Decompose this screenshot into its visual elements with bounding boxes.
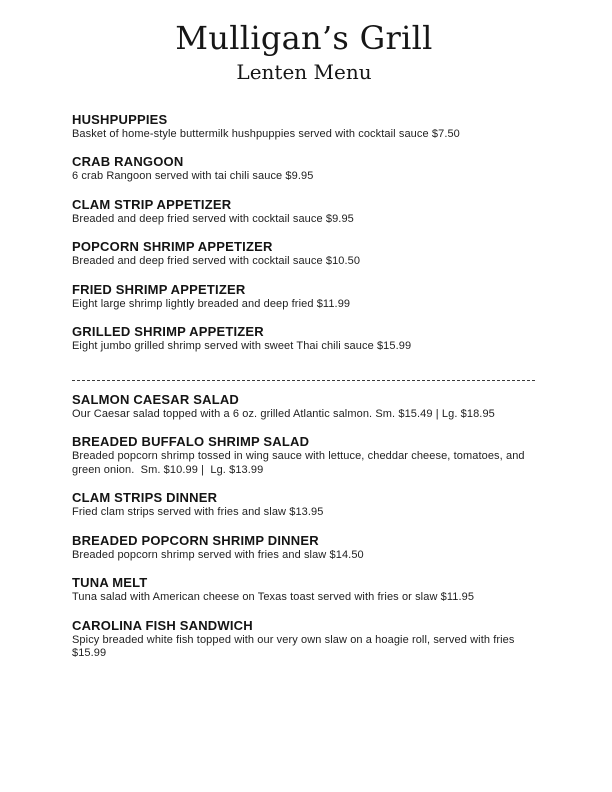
menu-subtitle: Lenten Menu: [236, 59, 372, 84]
menu-item-description: Breaded popcorn shrimp tossed in wing sauce with lettuce, cheddar cheese, tomatoes, and green onion. Sm. $10.99 | Lg. $13.99: [72, 450, 528, 476]
menu-item-description: Eight large shrimp lightly breaded and deep fried $11.99: [72, 297, 351, 310]
menu-item: [72, 489, 536, 520]
menu-body: [72, 111, 536, 661]
menu-item-name: HUSHPUPPIES: [72, 111, 168, 127]
menu-item-description: Breaded and deep fried served with cocktail sauce $10.50: [72, 255, 361, 268]
menu-item-name: POPCORN SHRIMP APPETIZER: [72, 239, 273, 255]
menu-item-description: Our Caesar salad topped with a 6 oz. grilled Atlantic salmon. Sm. $15.49 | Lg. $18.95: [72, 407, 495, 420]
menu-item-name: CLAM STRIPS DINNER: [72, 490, 218, 506]
menu-item-name: CAROLINA FISH SANDWICH: [72, 617, 253, 633]
menu-item-description: Breaded popcorn shrimp served with fries and slaw $14.50: [72, 548, 364, 561]
menu-item: [72, 391, 536, 422]
menu-item-name: TUNA MELT: [72, 575, 148, 591]
menu-item-name: BREADED POPCORN SHRIMP DINNER: [72, 532, 319, 548]
restaurant-title: Mulligan’s Grill: [175, 19, 433, 57]
menu-item: [72, 281, 536, 312]
menu-item-description: Eight jumbo grilled shrimp served with sweet Thai chili sauce $15.99: [72, 340, 412, 353]
menu-item: [72, 433, 536, 477]
menu-item-name: FRIED SHRIMP APPETIZER: [72, 281, 246, 297]
menu-item: [72, 238, 536, 269]
menu-item-description: Spicy breaded white fish topped with our very own slaw on a hoagie roll, served with fries $15.99: [72, 633, 518, 660]
menu-item: [72, 532, 536, 563]
menu-item: [72, 617, 536, 661]
menu-item-name: BREADED BUFFALO SHRIMP SALAD: [72, 434, 310, 450]
menu-item: [72, 574, 536, 605]
menu-item-name: GRILLED SHRIMP APPETIZER: [72, 324, 264, 340]
menu-header: [72, 20, 536, 85]
menu-item-name: CLAM STRIP APPETIZER: [72, 196, 232, 212]
menu-item-description: Tuna salad with American cheese on Texas toast served with fries or slaw $11.95: [72, 591, 475, 604]
menu-item-description: Basket of home-style buttermilk hushpuppies served with cocktail sauce $7.50: [72, 127, 460, 140]
menu-item: [72, 111, 536, 142]
menu-item: [72, 196, 536, 227]
menu-item-description: Breaded and deep fried served with cocktail sauce $9.95: [72, 212, 354, 225]
menu-item: [72, 153, 536, 184]
menu-item-name: SALMON CAESAR SALAD: [72, 391, 240, 407]
section-divider: [72, 380, 536, 381]
menu-item-name: CRAB RANGOON: [72, 154, 184, 170]
menu-item-description: 6 crab Rangoon served with tai chili sauce $9.95: [72, 170, 314, 183]
menu-item-description: Fried clam strips served with fries and slaw $13.95: [72, 506, 324, 519]
menu-item: [72, 323, 536, 354]
